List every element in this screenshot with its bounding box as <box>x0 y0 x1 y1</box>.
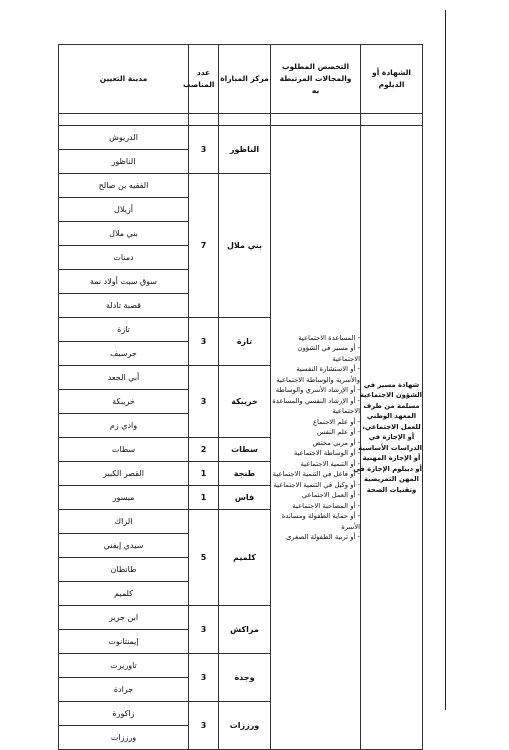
city-cell: سوق سبت أولاد نمة <box>59 270 189 294</box>
specialty-line: - أو علم النفس <box>316 428 360 436</box>
city-cell: الدريوش <box>59 126 189 150</box>
positions-cell: 3 <box>189 702 219 750</box>
positions-cell: 3 <box>189 654 219 702</box>
center-cell: وجدة <box>219 654 271 702</box>
city-cell: وادي زم <box>59 414 189 438</box>
center-cell: طنجة <box>219 462 271 486</box>
city-cell: أبي الجعد <box>59 366 189 390</box>
city-cell: الزاك <box>59 510 189 534</box>
center-cell: خريبكة <box>219 366 271 438</box>
certificate-line: للعمل الاجتماعي، <box>362 422 421 431</box>
specialty-line: - أو حماية الطفولة ومساندة <box>281 512 360 520</box>
positions-table <box>58 44 423 750</box>
page-vertical-rule <box>445 10 446 710</box>
positions-cell: 3 <box>189 366 219 438</box>
specialty-line: - أو فاعل في التنمية الاجتماعية <box>272 470 360 478</box>
center-cell: بني ملال <box>219 174 271 318</box>
city-cell: دمنات <box>59 246 189 270</box>
center-cell: كلميم <box>219 510 271 606</box>
header-positions: عدد المناصب <box>189 45 219 114</box>
city-cell: الفقيه بن صالح <box>59 174 189 198</box>
certificate-line: الشؤون الاجتماعية <box>359 391 422 400</box>
certificate-line: أو الإجازة في <box>368 433 415 442</box>
header-certificate: الشهادة أو الدبلوم <box>361 45 423 114</box>
positions-cell: 5 <box>189 510 219 606</box>
city-cell: أزيلال <box>59 198 189 222</box>
certificate-line: وتقنيات الصحة <box>366 485 417 494</box>
certificate-line: المعهد الوطني <box>366 412 417 421</box>
center-cell: تازة <box>219 318 271 366</box>
center-cell: سطات <box>219 438 271 462</box>
spacer-row <box>59 114 423 126</box>
city-cell: إيمنتانوت <box>59 630 189 654</box>
specialty-line: - أو المصاحبة الاجتماعية <box>292 501 360 510</box>
specialty-line: - أو الإرشاد الأسري والوساطة <box>275 386 360 394</box>
table-row <box>59 126 423 150</box>
city-cell: زاكورة <box>59 702 189 726</box>
center-cell: ورززات <box>219 702 271 750</box>
certificate-line: المهن التمريضية <box>364 475 419 484</box>
table-header <box>59 45 423 114</box>
center-cell: الناظور <box>219 126 271 174</box>
table-body <box>59 114 423 750</box>
city-cell: تاوريرت <box>59 654 189 678</box>
certificate-line: أو ديبلوم الإجازة في <box>353 464 422 473</box>
city-cell: قصبة تادلة <box>59 294 189 318</box>
city-cell: ميسور <box>59 486 189 510</box>
certificate-line: مسلمة من طرف <box>363 401 420 410</box>
center-cell: فاس <box>219 486 271 510</box>
certificate-line: الدراسات الأساسية <box>358 443 422 452</box>
specialty-line: - أو الوساطة الاجتماعية <box>293 449 360 457</box>
city-cell: جرسيف <box>59 342 189 366</box>
specialty-line: - أو تربية الطفولة الصغرى <box>286 533 360 541</box>
positions-cell: 3 <box>189 126 219 174</box>
city-cell: القصر الكبير <box>59 462 189 486</box>
specialty-line: - أو الاستشارة النفسية <box>296 365 360 373</box>
specialty-line: - أو مسير في الشؤون <box>297 344 360 352</box>
specialty-cell <box>271 126 361 750</box>
city-cell: تازة <box>59 318 189 342</box>
header-center: مركز المباراة <box>219 45 271 114</box>
specialty-line: - أو التنمية الاجتماعية <box>300 459 360 468</box>
positions-cell: 3 <box>189 318 219 366</box>
header-city: مدينة التعيين <box>59 45 189 114</box>
specialty-line: - أو مربي مختص <box>312 438 360 447</box>
city-cell: سيدي إيفني <box>59 534 189 558</box>
positions-cell: 1 <box>189 462 219 486</box>
positions-cell: 3 <box>189 606 219 654</box>
city-cell: الناظور <box>59 150 189 174</box>
specialty-line: - أو علم الاجتماع <box>312 417 360 426</box>
specialty-line: - أو الإرشاد النفسي والمساعدة <box>272 396 360 405</box>
specialty-line: الأسرة <box>341 522 360 531</box>
city-cell: ورززات <box>59 726 189 750</box>
specialty-line: - المساعدة الاجتماعية <box>298 333 360 342</box>
certificate-cell <box>353 126 423 750</box>
city-cell: بني ملال <box>59 222 189 246</box>
city-cell: طانطان <box>59 558 189 582</box>
city-cell: سطات <box>59 438 189 462</box>
positions-cell: 7 <box>189 174 219 318</box>
specialty-line: - أو وكيل في التنمية الاجتماعية <box>273 480 360 489</box>
city-cell: ابن جرير <box>59 606 189 630</box>
specialty-line: الاجتماعية <box>332 354 360 363</box>
header-specialty: التخصص المطلوب والمجالات المرتبطة به <box>271 45 361 114</box>
certificate-line: شهادة مسير في <box>363 380 420 389</box>
certificate-line: أو الإجازة المهنية <box>362 454 421 463</box>
specialty-line: - أو العمل الاجتماعي <box>301 491 360 499</box>
city-cell: جرادة <box>59 678 189 702</box>
city-cell: خريبكة <box>59 390 189 414</box>
positions-cell: 2 <box>189 438 219 462</box>
specialty-line: والأسرية والوساطة الاجتماعية <box>276 375 360 384</box>
city-cell: كلميم <box>59 582 189 606</box>
positions-cell: 1 <box>189 486 219 510</box>
specialty-line: الاجتماعية <box>332 407 360 415</box>
center-cell: مراكش <box>219 606 271 654</box>
